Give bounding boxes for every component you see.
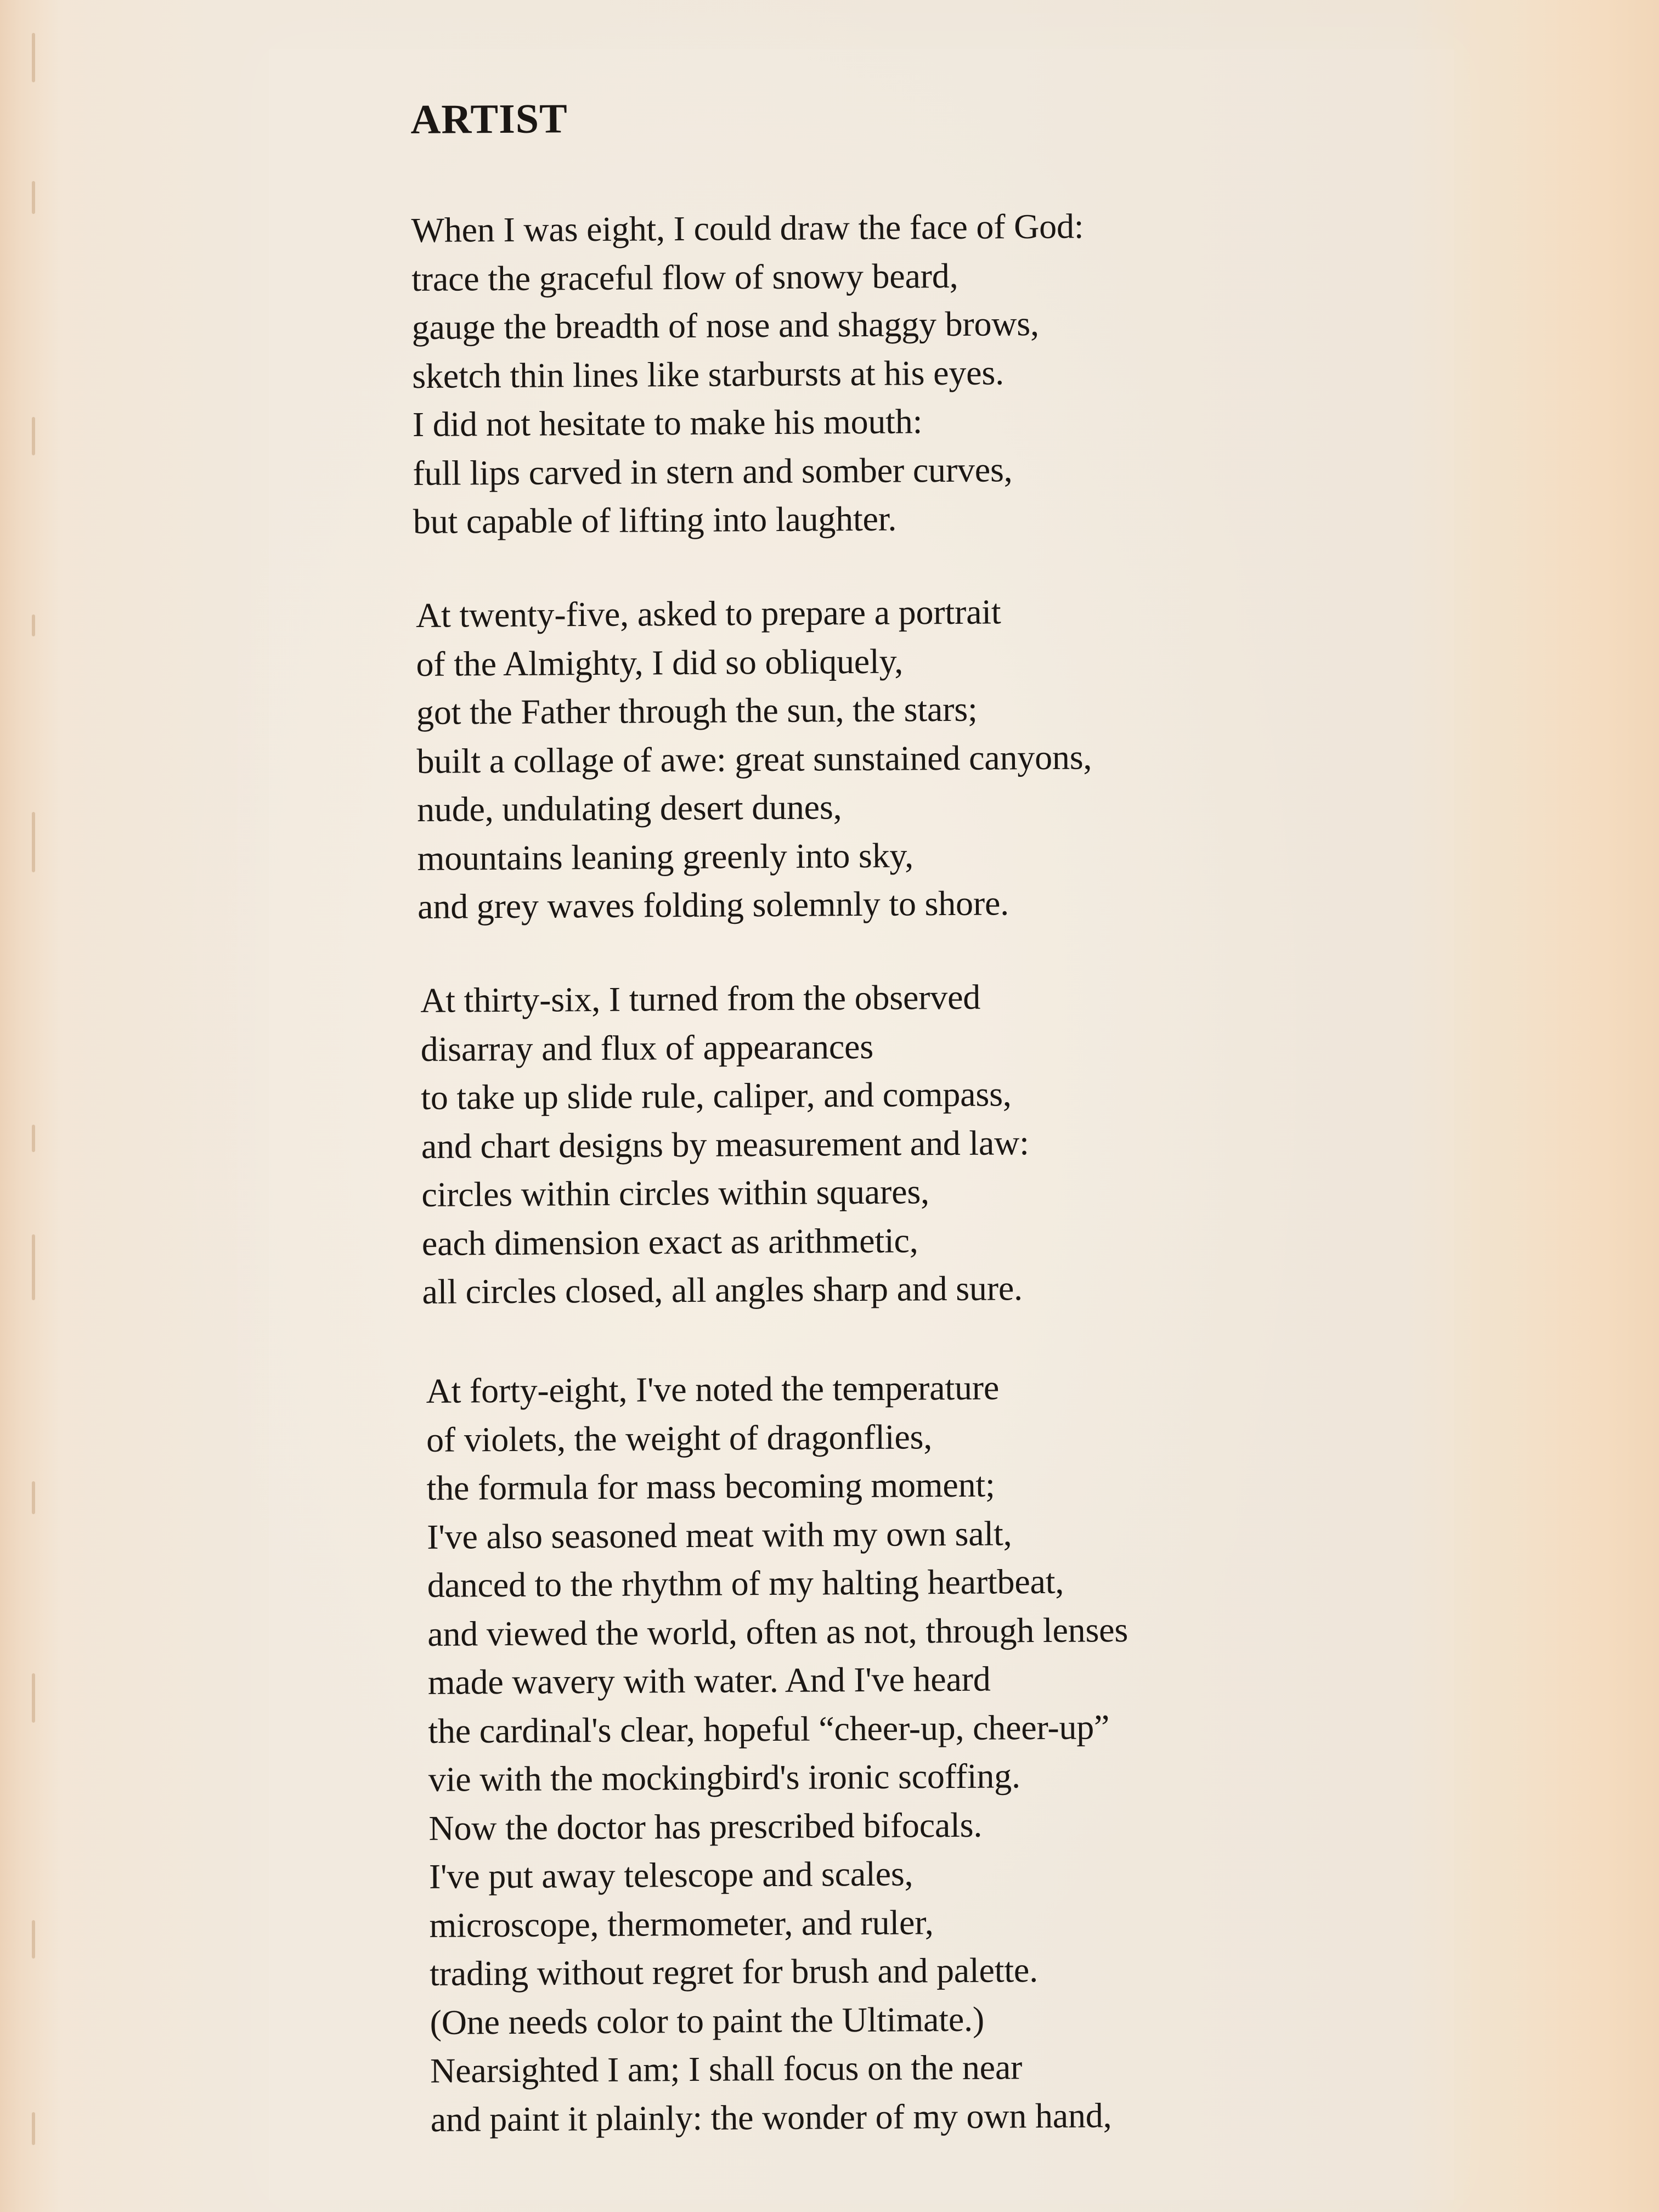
poem-line: the cardinal's clear, hopeful “cheer-up, cheer-up” bbox=[428, 1707, 1110, 1751]
binding-mark bbox=[32, 1481, 35, 1514]
binding-mark bbox=[32, 417, 35, 455]
page-right-edge bbox=[1516, 0, 1659, 2212]
poem-line: each dimension exact as arithmetic, bbox=[421, 1220, 918, 1263]
poem-line: When I was eight, I could draw the face of God: bbox=[411, 206, 1084, 250]
binding-mark bbox=[32, 181, 35, 214]
binding-mark bbox=[32, 1125, 35, 1152]
poem-line: and chart designs by measurement and law: bbox=[421, 1122, 1029, 1166]
poem-line: of violets, the weight of dragonflies, bbox=[426, 1417, 933, 1459]
poem-line: circles within circles within squares, bbox=[421, 1172, 930, 1214]
stanza-1 bbox=[411, 202, 1085, 546]
poem-line: and paint it plainly: the wonder of my own hand, bbox=[430, 2095, 1112, 2139]
poem-line: sketch thin lines like starbursts at his eyes. bbox=[412, 352, 1005, 396]
poem-line: trace the graceful flow of snowy beard, bbox=[411, 256, 958, 298]
poem-line: microscope, thermometer, and ruler, bbox=[429, 1902, 934, 1945]
poem-line: to take up slide rule, caliper, and compass, bbox=[421, 1074, 1012, 1117]
poem-line: Now the doctor has prescribed bifocals. bbox=[428, 1805, 983, 1848]
binding-mark bbox=[32, 812, 35, 872]
poem-title: ARTIST bbox=[410, 95, 568, 143]
poem-line: and grey waves folding solemnly to shore. bbox=[417, 883, 1009, 926]
binding-mark bbox=[32, 1920, 35, 1959]
poem-line: built a collage of awe: great sunstained canyons, bbox=[416, 737, 1092, 781]
binding-mark bbox=[32, 2112, 35, 2145]
binding-mark bbox=[32, 1673, 35, 1723]
binding-mark bbox=[32, 1234, 35, 1300]
poem-line: all circles closed, all angles sharp and sure. bbox=[422, 1268, 1023, 1311]
poem-line: disarray and flux of appearances bbox=[420, 1026, 874, 1069]
poem-line: made wavery with water. And I've heard bbox=[427, 1659, 991, 1702]
poem-line: but capable of lifting into laughter. bbox=[413, 499, 897, 541]
poem-line: mountains leaning greenly into sky, bbox=[417, 835, 914, 878]
poem-line: At twenty-five, asked to prepare a portrait bbox=[415, 592, 1001, 635]
poem-line: and viewed the world, often as not, through lenses bbox=[427, 1610, 1128, 1654]
poem-line: I've also seasoned meat with my own salt, bbox=[426, 1513, 1012, 1556]
poem-line: nude, undulating desert dunes, bbox=[416, 787, 842, 829]
binding-mark bbox=[32, 33, 35, 82]
poem-line: I did not hesitate to make his mouth: bbox=[412, 402, 923, 444]
poem-line: At forty-eight, I've noted the temperature bbox=[426, 1368, 1000, 1410]
poem-line: I've put away telescope and scales, bbox=[428, 1854, 913, 1896]
poem-line: full lips carved in stern and somber curves, bbox=[413, 449, 1013, 493]
poem-line: got the Father through the sun, the stars; bbox=[416, 689, 978, 732]
stanza-2 bbox=[416, 587, 1093, 931]
poem-line: vie with the mockingbird's ironic scoffing. bbox=[428, 1756, 1020, 1799]
poem-line: (One needs color to paint the Ultimate.) bbox=[430, 1999, 985, 2042]
stanza-3 bbox=[420, 973, 1030, 1316]
poem-line: the formula for mass becoming moment; bbox=[426, 1465, 995, 1508]
stanza-4 bbox=[426, 1363, 1131, 2144]
poem-line: gauge the breadth of nose and shaggy brows, bbox=[411, 304, 1040, 347]
binding-mark bbox=[32, 614, 35, 636]
poem-line: Nearsighted I am; I shall focus on the near bbox=[430, 2047, 1023, 2090]
poem-line: At thirty-six, I turned from the observed bbox=[420, 977, 981, 1020]
poem-line: trading without regret for brush and palette. bbox=[429, 1950, 1039, 1993]
poem-line: of the Almighty, I did so obliquely, bbox=[416, 641, 904, 684]
poem-line: danced to the rhythm of my halting heartbeat, bbox=[427, 1561, 1064, 1605]
page-binding-edge bbox=[0, 0, 60, 2212]
